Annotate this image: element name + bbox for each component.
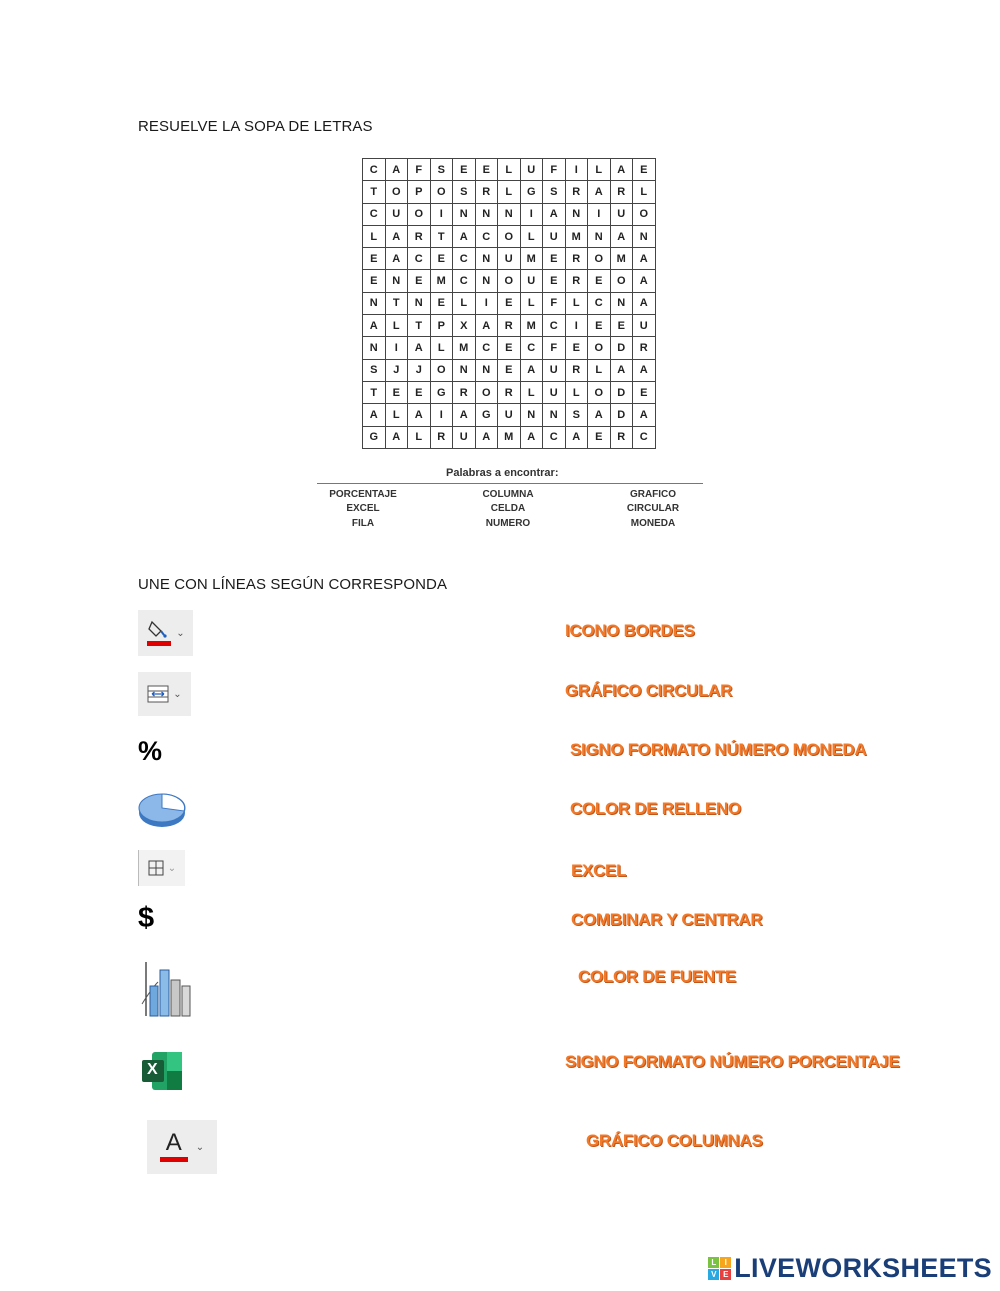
grid-cell[interactable]: L	[520, 381, 543, 403]
grid-cell[interactable]: A	[453, 225, 476, 247]
grid-cell[interactable]: R	[610, 181, 633, 203]
grid-cell[interactable]: N	[363, 292, 386, 314]
grid-cell[interactable]: L	[588, 359, 611, 381]
grid-cell[interactable]: R	[610, 426, 633, 448]
grid-cell[interactable]: O	[385, 181, 408, 203]
grid-cell[interactable]: A	[385, 225, 408, 247]
answer-label: GRÁFICO COLUMNAS	[586, 1131, 763, 1150]
grid-cell[interactable]: E	[610, 315, 633, 337]
word-item: COLUMNA	[482, 489, 534, 500]
grid-cell[interactable]: C	[633, 426, 656, 448]
grid-cell[interactable]: O	[498, 270, 521, 292]
grid-row	[363, 315, 656, 337]
grid-cell[interactable]: R	[453, 381, 476, 403]
fill-color-icon	[138, 610, 193, 656]
words-title: Palabras a encontrar:	[446, 467, 559, 479]
grid-cell[interactable]: N	[475, 270, 498, 292]
grid-cell[interactable]: L	[385, 315, 408, 337]
grid-cell[interactable]: L	[498, 159, 521, 181]
grid-cell[interactable]: S	[430, 159, 453, 181]
grid-cell[interactable]: A	[453, 404, 476, 426]
logo-badge-letter: L	[708, 1257, 719, 1268]
grid-cell[interactable]: A	[385, 426, 408, 448]
grid-cell[interactable]: A	[633, 248, 656, 270]
wordsearch-heading: RESUELVE LA SOPA DE LETRAS	[138, 118, 373, 135]
grid-cell[interactable]: I	[430, 203, 453, 225]
grid-cell[interactable]: X	[453, 315, 476, 337]
answer-label: ICONO BORDES	[565, 621, 695, 640]
word-item: CELDA	[490, 503, 526, 514]
grid-cell[interactable]: U	[633, 315, 656, 337]
word-search-grid	[362, 158, 656, 449]
grid-cell[interactable]: L	[408, 426, 431, 448]
grid-cell[interactable]: R	[430, 426, 453, 448]
grid-cell[interactable]: R	[475, 181, 498, 203]
grid-row	[363, 181, 656, 203]
grid-cell[interactable]: E	[453, 159, 476, 181]
brand-name: LIVEWORKSHEETS	[734, 1253, 992, 1283]
grid-cell[interactable]: N	[385, 270, 408, 292]
grid-cell[interactable]: E	[498, 292, 521, 314]
column-chart-icon	[140, 958, 200, 1018]
grid-cell[interactable]: O	[588, 381, 611, 403]
grid-cell[interactable]: O	[408, 203, 431, 225]
grid-cell[interactable]: D	[610, 337, 633, 359]
grid-cell[interactable]: N	[520, 404, 543, 426]
chevron-down-icon: ⌄	[195, 1141, 205, 1153]
grid-cell[interactable]: G	[475, 404, 498, 426]
grid-cell[interactable]: U	[520, 159, 543, 181]
answer-label: GRÁFICO CIRCULAR	[565, 681, 733, 700]
grid-cell[interactable]: A	[408, 337, 431, 359]
grid-cell[interactable]: L	[430, 337, 453, 359]
grid-row	[363, 203, 656, 225]
grid-cell[interactable]: E	[588, 270, 611, 292]
grid-cell[interactable]: A	[588, 181, 611, 203]
grid-cell[interactable]: M	[453, 337, 476, 359]
grid-cell[interactable]: E	[430, 248, 453, 270]
answer-label: EXCEL	[571, 861, 627, 880]
logo-badge-letter: V	[708, 1269, 719, 1280]
grid-cell[interactable]: R	[633, 337, 656, 359]
grid-cell[interactable]: C	[588, 292, 611, 314]
grid-cell[interactable]: E	[430, 292, 453, 314]
grid-cell[interactable]: M	[430, 270, 453, 292]
excel-icon	[140, 1050, 184, 1092]
grid-cell[interactable]: C	[363, 203, 386, 225]
grid-cell[interactable]: U	[453, 426, 476, 448]
grid-row	[363, 292, 656, 314]
grid-cell[interactable]: C	[453, 270, 476, 292]
grid-cell[interactable]: F	[543, 159, 566, 181]
grid-cell[interactable]: O	[498, 225, 521, 247]
grid-cell[interactable]: L	[588, 159, 611, 181]
grid-cell[interactable]: I	[430, 404, 453, 426]
grid-cell[interactable]: A	[520, 359, 543, 381]
grid-cell[interactable]: I	[520, 203, 543, 225]
divider	[317, 483, 703, 484]
grid-cell[interactable]: L	[453, 292, 476, 314]
grid-cell[interactable]: E	[543, 270, 566, 292]
font-color-bar	[160, 1157, 188, 1162]
grid-cell[interactable]: C	[363, 159, 386, 181]
grid-cell[interactable]: N	[588, 225, 611, 247]
grid-cell[interactable]: G	[520, 181, 543, 203]
chevron-down-icon: ⌄	[173, 688, 182, 700]
grid-cell[interactable]: E	[588, 315, 611, 337]
answer-label: SIGNO FORMATO NÚMERO PORCENTAJE	[565, 1052, 900, 1071]
grid-cell[interactable]: L	[520, 292, 543, 314]
grid-cell[interactable]: O	[475, 381, 498, 403]
grid-cell[interactable]: N	[453, 203, 476, 225]
grid-cell[interactable]: E	[498, 337, 521, 359]
grid-cell[interactable]: M	[498, 426, 521, 448]
grid-cell[interactable]: A	[610, 225, 633, 247]
grid-cell[interactable]: E	[565, 337, 588, 359]
grid-cell[interactable]: I	[565, 315, 588, 337]
grid-row	[363, 359, 656, 381]
grid-cell[interactable]: R	[498, 381, 521, 403]
answer-label: SIGNO FORMATO NÚMERO MONEDA	[570, 740, 867, 759]
grid-cell[interactable]: M	[520, 248, 543, 270]
grid-row	[363, 337, 656, 359]
grid-cell[interactable]: A	[565, 426, 588, 448]
grid-cell[interactable]: A	[588, 404, 611, 426]
grid-cell[interactable]: M	[610, 248, 633, 270]
grid-cell[interactable]: N	[475, 359, 498, 381]
word-item: EXCEL	[346, 503, 380, 514]
grid-cell[interactable]: R	[565, 270, 588, 292]
percent-symbol: %	[138, 736, 163, 766]
grid-cell[interactable]: N	[408, 292, 431, 314]
answer-label: COLOR DE FUENTE	[578, 967, 736, 986]
grid-cell[interactable]: R	[565, 181, 588, 203]
liveworksheets-logo	[708, 1253, 992, 1284]
grid-cell[interactable]: E	[363, 248, 386, 270]
grid-cell[interactable]: C	[475, 225, 498, 247]
grid-cell[interactable]: I	[565, 159, 588, 181]
grid-cell[interactable]: G	[430, 381, 453, 403]
grid-cell[interactable]: O	[430, 359, 453, 381]
logo-badge-letter: I	[720, 1257, 731, 1268]
grid-cell[interactable]: A	[520, 426, 543, 448]
grid-cell[interactable]: J	[408, 359, 431, 381]
font-color-letter: A	[165, 1129, 182, 1156]
grid-cell[interactable]: P	[430, 315, 453, 337]
grid-cell[interactable]: E	[543, 248, 566, 270]
grid-cell[interactable]: O	[588, 248, 611, 270]
grid-cell[interactable]: A	[633, 270, 656, 292]
dollar-symbol: $	[138, 902, 155, 934]
answer-label: COMBINAR Y CENTRAR	[571, 910, 763, 929]
grid-cell[interactable]: A	[633, 359, 656, 381]
answer-label: COLOR DE RELLENO	[570, 799, 741, 818]
grid-cell[interactable]: U	[543, 381, 566, 403]
grid-cell[interactable]: N	[633, 225, 656, 247]
font-color-icon	[147, 1120, 217, 1174]
excel-letter: X	[147, 1061, 158, 1078]
grid-cell[interactable]: F	[543, 337, 566, 359]
grid-cell[interactable]: N	[363, 337, 386, 359]
grid-cell[interactable]: N	[498, 203, 521, 225]
grid-cell[interactable]: U	[543, 225, 566, 247]
grid-cell[interactable]: S	[363, 359, 386, 381]
grid-cell[interactable]: N	[453, 359, 476, 381]
grid-cell[interactable]: R	[408, 225, 431, 247]
grid-cell[interactable]: N	[543, 404, 566, 426]
grid-cell[interactable]: O	[430, 181, 453, 203]
word-item: MONEDA	[630, 518, 676, 529]
grid-cell[interactable]: E	[363, 270, 386, 292]
grid-cell[interactable]: C	[543, 315, 566, 337]
grid-cell[interactable]: U	[385, 203, 408, 225]
word-item: GRAFICO	[629, 489, 677, 500]
grid-cell[interactable]: E	[408, 381, 431, 403]
grid-row	[363, 426, 656, 448]
grid-cell[interactable]: E	[633, 159, 656, 181]
grid-cell[interactable]: M	[565, 225, 588, 247]
grid-cell[interactable]: N	[565, 203, 588, 225]
grid-cell[interactable]: L	[385, 404, 408, 426]
grid-cell[interactable]: E	[475, 159, 498, 181]
grid-cell[interactable]: A	[385, 248, 408, 270]
grid-row	[363, 248, 656, 270]
grid-cell[interactable]: E	[408, 270, 431, 292]
grid-cell[interactable]: A	[385, 159, 408, 181]
grid-cell[interactable]: C	[520, 337, 543, 359]
grid-cell[interactable]: A	[610, 359, 633, 381]
grid-cell[interactable]: T	[385, 292, 408, 314]
borders-icon	[138, 850, 185, 886]
grid-cell[interactable]: R	[565, 359, 588, 381]
grid-cell[interactable]: L	[498, 181, 521, 203]
grid-cell[interactable]: E	[588, 426, 611, 448]
grid-cell[interactable]: P	[408, 181, 431, 203]
grid-cell[interactable]: T	[363, 381, 386, 403]
pie-chart-icon	[137, 790, 189, 830]
grid-row	[363, 270, 656, 292]
grid-cell[interactable]: A	[363, 315, 386, 337]
grid-cell[interactable]: E	[498, 359, 521, 381]
grid-cell[interactable]: C	[475, 337, 498, 359]
grid-row	[363, 381, 656, 403]
grid-cell[interactable]: A	[633, 292, 656, 314]
grid-cell[interactable]: N	[610, 292, 633, 314]
merge-center-icon	[138, 672, 191, 716]
grid-cell[interactable]: U	[498, 404, 521, 426]
grid-cell[interactable]: O	[588, 337, 611, 359]
grid-cell[interactable]: I	[385, 337, 408, 359]
chevron-down-icon: ⌄	[167, 862, 177, 874]
word-item: FILA	[351, 518, 375, 529]
grid-cell[interactable]: G	[363, 426, 386, 448]
grid-cell[interactable]: T	[408, 315, 431, 337]
grid-cell[interactable]: L	[565, 292, 588, 314]
grid-cell[interactable]: U	[498, 248, 521, 270]
word-item: PORCENTAJE	[329, 489, 397, 500]
grid-cell[interactable]: S	[453, 181, 476, 203]
grid-cell[interactable]: C	[453, 248, 476, 270]
grid-row	[363, 159, 656, 181]
grid-cell[interactable]: O	[610, 270, 633, 292]
grid-cell[interactable]: N	[475, 203, 498, 225]
grid-cell[interactable]: I	[588, 203, 611, 225]
grid-cell[interactable]: A	[408, 404, 431, 426]
grid-cell[interactable]: R	[565, 248, 588, 270]
grid-cell[interactable]: J	[385, 359, 408, 381]
grid-cell[interactable]: N	[475, 248, 498, 270]
grid-cell[interactable]: I	[475, 292, 498, 314]
grid-cell[interactable]: F	[408, 159, 431, 181]
grid-cell[interactable]: U	[543, 359, 566, 381]
word-item: CIRCULAR	[626, 503, 680, 514]
grid-cell[interactable]: T	[430, 225, 453, 247]
grid-row	[363, 225, 656, 247]
grid-cell[interactable]: U	[520, 270, 543, 292]
chevron-down-icon: ⌄	[176, 627, 185, 639]
grid-cell[interactable]: O	[633, 203, 656, 225]
grid-cell[interactable]: A	[610, 159, 633, 181]
grid-cell[interactable]: T	[363, 181, 386, 203]
grid-row	[363, 404, 656, 426]
grid-cell[interactable]: A	[633, 404, 656, 426]
grid-cell[interactable]: L	[520, 225, 543, 247]
grid-cell[interactable]: S	[543, 181, 566, 203]
grid-cell[interactable]: L	[633, 181, 656, 203]
grid-cell[interactable]: U	[610, 203, 633, 225]
grid-cell[interactable]: S	[565, 404, 588, 426]
matching-heading: UNE CON LÍNEAS SEGÚN CORRESPONDA	[138, 576, 448, 593]
logo-badge-letter: E	[720, 1269, 731, 1280]
grid-cell[interactable]: L	[565, 381, 588, 403]
grid-cell[interactable]: A	[475, 315, 498, 337]
grid-cell[interactable]: M	[520, 315, 543, 337]
grid-cell[interactable]: D	[610, 404, 633, 426]
grid-cell[interactable]: C	[408, 248, 431, 270]
grid-cell[interactable]: E	[385, 381, 408, 403]
grid-cell[interactable]: A	[475, 426, 498, 448]
grid-cell[interactable]: A	[363, 404, 386, 426]
logo-badge	[708, 1257, 731, 1280]
word-item: NUMERO	[485, 518, 531, 529]
grid-cell[interactable]: D	[610, 381, 633, 403]
grid-cell[interactable]: A	[543, 203, 566, 225]
grid-cell[interactable]: L	[363, 225, 386, 247]
grid-cell[interactable]: E	[633, 381, 656, 403]
grid-cell[interactable]: F	[543, 292, 566, 314]
grid-cell[interactable]: C	[543, 426, 566, 448]
grid-cell[interactable]: R	[498, 315, 521, 337]
